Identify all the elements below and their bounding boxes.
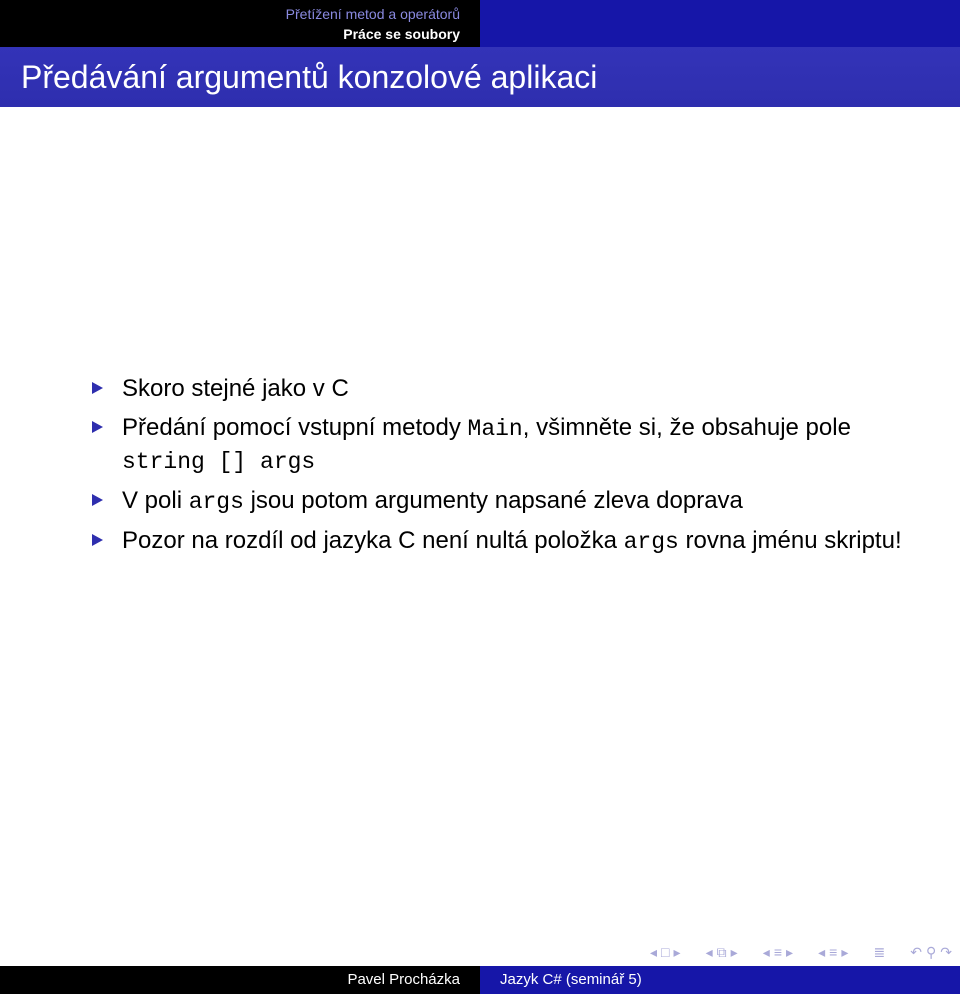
footer: [0, 966, 960, 994]
bullet-text: , všimněte si, že obsahuje pole: [522, 414, 851, 441]
beamer-navigation-symbols: [650, 943, 952, 961]
nav-section-next-icon[interactable]: ▸: [785, 944, 794, 960]
nav-part-prev-icon[interactable]: ◂: [818, 944, 826, 960]
footer-title: Jazyk C# (seminář 5): [480, 966, 960, 994]
code-main: Main: [467, 416, 523, 442]
nav-section-files[interactable]: Práce se soubory: [343, 25, 460, 42]
code-args: args: [623, 529, 679, 555]
nav-section-icon[interactable]: ≡: [773, 944, 782, 960]
bullet-text: jsou potom argumenty napsané zleva doprava: [243, 487, 743, 514]
nav-subsection-icon[interactable]: ⧉: [716, 944, 727, 960]
bullet-text: rovna jménu skriptu!: [678, 527, 902, 554]
section-navigation: [0, 0, 480, 47]
code-string-args: string [] args: [122, 449, 316, 475]
nav-part-icon[interactable]: ≡: [829, 944, 838, 960]
nav-section-prev-icon[interactable]: ◂: [762, 944, 770, 960]
code-args: args: [188, 489, 244, 515]
bullet-text: Předání pomocí vstupní metody: [122, 414, 468, 441]
frame-title: Předávání argumentů konzolové aplikaci: [21, 59, 598, 95]
bullet-triangle-icon: [92, 382, 103, 394]
nav-outline-icon[interactable]: ≣: [873, 944, 886, 960]
bullet-triangle-icon: [92, 494, 103, 506]
bullet-list: [92, 373, 912, 558]
nav-subsection-prev-icon[interactable]: ◂: [705, 944, 713, 960]
footer-author: Pavel Procházka: [0, 966, 480, 994]
header-right-bar: [480, 0, 960, 47]
bullet-triangle-icon: [92, 534, 103, 546]
bullet-item-4: [92, 525, 912, 558]
nav-search-icon[interactable]: ⚲: [926, 944, 937, 960]
nav-forward-icon[interactable]: ↷: [940, 944, 952, 960]
bullet-text: V poli: [122, 487, 189, 514]
slide-content: [92, 373, 912, 565]
bullet-item-2: [92, 412, 912, 478]
nav-frame-prev-icon[interactable]: ◂: [650, 944, 658, 960]
nav-frame-next-icon[interactable]: ▸: [673, 944, 681, 960]
bullet-triangle-icon: [92, 421, 103, 433]
bullet-item-3: [92, 485, 912, 518]
nav-section-overloading[interactable]: Přetížení metod a operátorů: [285, 5, 460, 22]
nav-back-icon[interactable]: ↶: [910, 944, 922, 960]
header-navigation: [0, 0, 960, 47]
frame-title-bar: [0, 47, 960, 107]
bullet-text: Skoro stejné jako v C: [122, 375, 349, 402]
bullet-text: Pozor na rozdíl od jazyka C není nultá položka: [122, 527, 624, 554]
nav-subsection-next-icon[interactable]: ▸: [730, 944, 738, 960]
bullet-item-1: [92, 373, 912, 405]
nav-part-next-icon[interactable]: ▸: [841, 944, 849, 960]
nav-frame-icon[interactable]: □: [661, 944, 670, 960]
